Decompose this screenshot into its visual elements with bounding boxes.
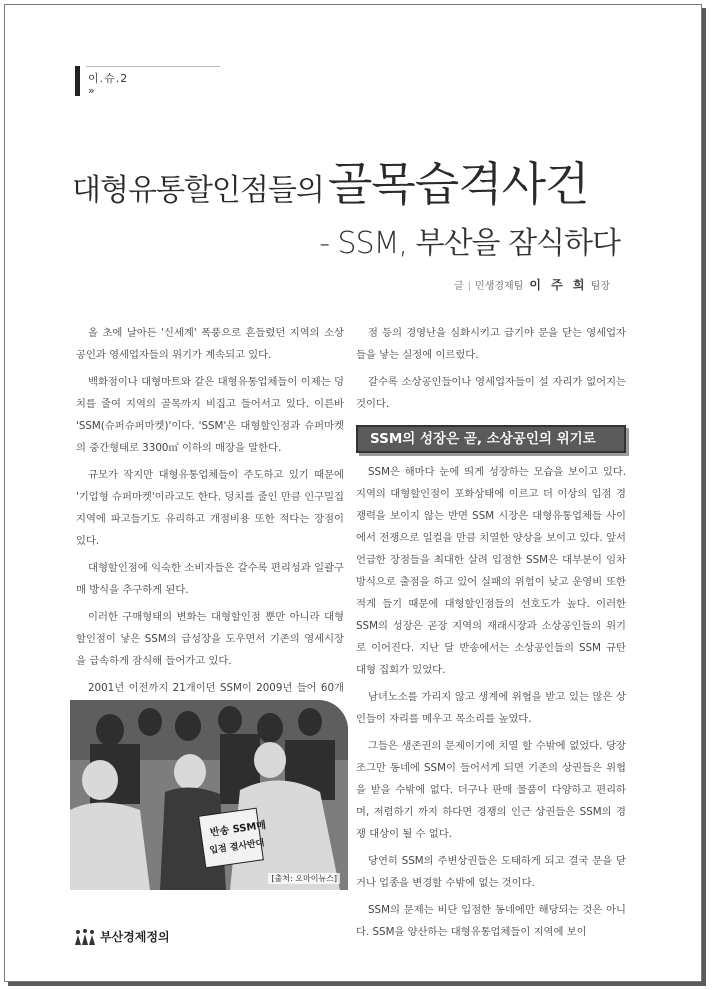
body-paragraph: 대형할인점에 익숙한 소비자들은 갈수록 편리성과 일괄구매 방식을 추구하게 된다.: [76, 562, 344, 596]
body-paragraph: 당연히 SSM의 주변상권들은 도태하게 되고 결국 문을 닫거나 업종을 변경할 수밖에 없는 것이다.: [356, 855, 626, 889]
body-paragraph: 올 초에 날아든 '신세계' 폭풍으로 흔들렸던 지역의 소상공인과 영세업자들의 위기가 계속되고 있다.: [76, 327, 344, 361]
title-main-words: 골목습격사건: [327, 157, 589, 211]
title-prefix: 대형유통할인점들의: [72, 173, 324, 208]
article-subtitle: - SSM, 부산을 잠식하다: [319, 226, 620, 261]
publication-logo: [74, 928, 170, 945]
body-paragraph: 갈수록 소상공인들이나 영세업자들이 설 자리가 없어지는 것이다.: [356, 376, 626, 410]
byline-rank: 팀장: [590, 281, 610, 292]
issue-arrow: »: [88, 84, 95, 97]
sign-line-1: 반송 SSM매: [209, 820, 267, 839]
body-paragraph: 백화점이나 대형마트와 같은 대형유통업체들이 이제는 덩치를 줄여 지역의 골목까지 비집고 들어서고 있다. 이른바 'SSM(슈퍼슈퍼마켓)'이다. 'SSM'은 대형할인점과 슈퍼마켓의 중간형태로 3300㎡ 이하의 매장을 말한다.: [76, 376, 344, 454]
byline-author: 이 주 희: [529, 278, 588, 292]
byline-separator: |: [467, 281, 472, 292]
logo-text: 부산경제정의: [100, 930, 170, 944]
body-paragraph: 이러한 구매형태의 변화는 대형할인점 뿐만 아니라 대형할인점이 낳은 SSM의 급성장을 도우면서 기존의 영세시장을 급속하게 잠식해 들어가고 있다.: [76, 611, 344, 667]
protest-photo: [70, 700, 348, 890]
article-title: [72, 148, 632, 214]
right-column: [356, 322, 626, 948]
body-paragraph: 규모가 작지만 대형유통업체들이 주도하고 있기 때문에 '기업형 슈퍼마켓'이라고도 한다. 덩치를 줄인 만큼 인구밀집지역에 파고들기도 유리하고 개점비용 또한 적다는 장점이 있다.: [76, 469, 344, 547]
body-paragraph: 그들은 생존권의 문제이기에 치열 할 수밖에 없었다. 당장 조그만 동네에 SSM이 들어서게 되면 기존의 상권들은 위협을 받을 수밖에 없다. 더구나 판매 물품이 다양하고 편리하며, 저렴하기 까지 하다면 경쟁의 인근 상권들은 SSM의 경쟁 대상이 될 수 없다.: [356, 740, 626, 840]
issue-marker-bar: [75, 66, 80, 96]
issue-divider: [86, 66, 220, 67]
protest-sign: [199, 808, 264, 868]
section-heading: SSM의 성장은 곧, 소상공인의 위기로: [356, 425, 626, 453]
logo-people-icon: [74, 929, 96, 945]
issue-label: 이.슈.2: [88, 72, 129, 85]
body-paragraph: SSM의 문제는 비단 입점한 동네에만 해당되는 것은 아니다. SSM을 양산하는 대형유통업체들이 지역에 보이: [356, 904, 626, 938]
byline: [454, 276, 610, 293]
sign-line-2: 입점 결사반대: [208, 838, 266, 857]
byline-dept: 민생경제팀: [475, 281, 524, 292]
left-column: [76, 322, 344, 726]
body-paragraph: 점 등의 경영난을 심화시키고 급기야 문을 닫는 영세업자들을 낳는 실정에 이르렀다.: [356, 327, 626, 361]
body-paragraph: SSM은 해마다 눈에 띄게 성장하는 모습을 보이고 있다. 지역의 대형할인점이 포화상태에 이르고 더 이상의 입점 경쟁력을 보이지 않는 반면 SSM 시장은 대형유통업체들 사이에서 전쟁으로 일컬을 만큼 치열한 양상을 보이고 있다. 앞서 언급한 장점들을 최대한 살려 입점한 SSM은 대부분이 임차방식으로 출점을 하고 있어 실패의 위험이 낮고 운영비 또한 적게 들기 때문에 대형할인점들의 선호도가 높다. 이러한 SSM의 성장은 곧장 지역의 재래시장과 소상공인들의 위기로 이어진다. 지난 달 반송에서는 소상공인들의 SSM 규탄 대형 집회가 있었다.: [356, 466, 626, 676]
body-paragraph: 남녀노소를 가리지 않고 생계에 위협을 받고 있는 많은 상인들이 자리를 메우고 목소리를 높였다.: [356, 691, 626, 725]
byline-prefix: 글: [453, 281, 464, 292]
body-paragraph: 2001년 이전까지 21개이던 SSM이 2009년 들어 60개: [88, 682, 344, 694]
protest-photo-illustration: [70, 700, 348, 890]
photo-caption: [출처: 오마이뉴스]: [268, 873, 340, 884]
